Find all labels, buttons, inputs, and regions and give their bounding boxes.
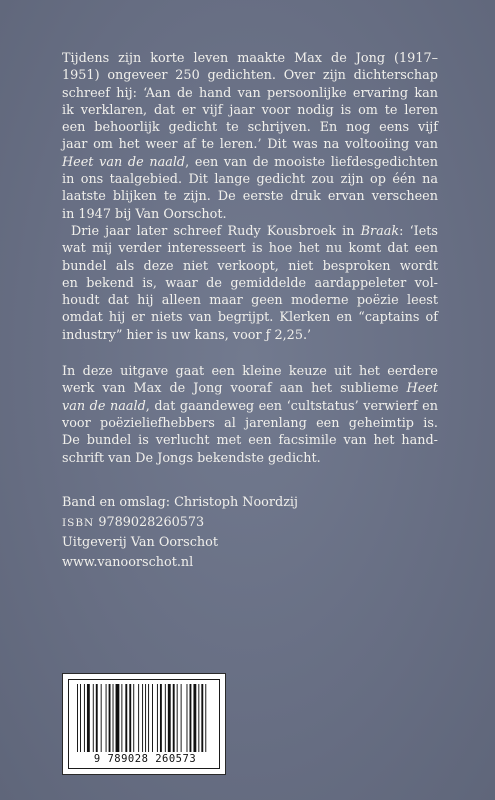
text-line: laatste blijken te zijn. De eerste druk ervan verscheen <box>62 189 438 205</box>
text-line: bundel als deze niet verkoopt, niet besproken wordt <box>62 258 438 274</box>
barcode-bar <box>187 684 188 752</box>
barcode-bar <box>106 684 107 752</box>
barcode-number: 9 789028 260573 <box>93 753 197 765</box>
barcode-bar <box>173 684 175 752</box>
barcode-bar <box>205 684 206 752</box>
book-title: Heet van de naald <box>62 154 186 170</box>
paragraph-intro <box>62 50 438 223</box>
text-line: wat mij verder interesseert is hoe het nu komt dat een <box>62 241 438 257</box>
barcode-bar <box>142 684 143 752</box>
barcode-bar <box>138 684 139 752</box>
book-title: Heet <box>406 381 438 397</box>
credits <box>62 493 438 573</box>
text-line: een behoorlijk gedicht te schrijven. En nog eens vijf <box>62 120 438 136</box>
barcode-bar <box>125 684 127 752</box>
barcode-bar <box>190 684 192 752</box>
text-line: De bundel is verlucht met een facsimile van het hand- <box>62 433 438 449</box>
text-fragment: werk van Max de Jong vooraf aan het sublieme <box>62 381 407 397</box>
isbn-value: 9789028260573 <box>98 514 205 530</box>
book-title: van de naald <box>62 398 146 414</box>
barcode-bar <box>93 684 94 752</box>
text-fragment: : ‘Iets <box>399 223 438 239</box>
barcode-bar <box>201 684 203 752</box>
barcode-bar <box>109 684 111 752</box>
barcode-bar <box>152 684 153 752</box>
barcode-bar <box>165 684 166 752</box>
text-line: omdat hij er niets van begrijpt. Klerken en “captains of <box>62 310 438 326</box>
barcode-bar <box>87 684 90 752</box>
text-line <box>62 380 438 397</box>
barcode-bar <box>121 684 122 752</box>
text-line <box>62 398 438 415</box>
publisher: Uitgeverij Van Oorschot <box>62 534 218 550</box>
text-line: voor poëzieliefhebbers al jarenlang een geheimtip is. <box>62 415 438 431</box>
text-fragment: Drie jaar later schreef Rudy Kousbroek in <box>71 223 361 239</box>
barcode-bar <box>116 684 120 752</box>
text-line: houdt dat hij alleen maar geen moderne poëzie leest <box>62 293 438 309</box>
barcode-frame <box>68 679 220 769</box>
barcode-bar <box>113 684 114 752</box>
barcode-bar <box>160 684 162 752</box>
text-line: schreef hij: ‘Aan de hand van persoonlijke ervaring kan <box>62 85 438 101</box>
barcode-bar <box>77 684 78 752</box>
barcode-bar <box>96 684 98 752</box>
paragraph-edition <box>62 363 438 467</box>
text-line <box>62 154 438 171</box>
website: www.vanoorschot.nl <box>62 554 194 570</box>
magazine-title: Braak <box>360 223 400 239</box>
text-line: industry” hier is uw kans, voor ƒ 2,25.’ <box>62 327 312 343</box>
barcode-bar <box>177 684 178 752</box>
paragraph-quote <box>62 223 438 344</box>
barcode-bar <box>84 684 85 752</box>
barcode-bar <box>148 684 149 752</box>
text-fragment: , een van de mooiste liefdesgedichten <box>185 154 438 170</box>
barcode-bar <box>80 684 81 752</box>
barcode-bar <box>129 684 131 752</box>
barcode-bar <box>193 684 196 752</box>
text-line: in ons taalgebied. Dit lange gedicht zou zijn op één na <box>62 172 438 188</box>
barcode-bar <box>181 684 182 752</box>
barcode-bar <box>133 684 134 752</box>
text-line: In deze uitgave gaat een kleine keuze uit het eerdere <box>62 364 438 380</box>
barcode-bar <box>168 684 171 752</box>
barcode-bar <box>157 684 158 752</box>
back-cover-text <box>62 50 438 573</box>
barcode-label <box>62 673 226 775</box>
text-line: schrift van De Jongs bekendste gedicht. <box>62 450 321 466</box>
text-fragment: , dat gaandeweg een ‘cultstatus’ verwierf en <box>145 398 439 414</box>
isbn-label: ISBN <box>62 516 95 529</box>
barcode-bar <box>101 684 102 752</box>
text-line <box>62 223 438 240</box>
isbn <box>62 513 438 533</box>
text-line: jaar om het weer af te leren.’ Dit was na voltooiing van <box>62 137 438 153</box>
text-line: 1951) ongeveer 250 gedichten. Over zijn dichterschap <box>62 68 438 84</box>
design-credit: Band en omslag: Christoph Noordzij <box>62 494 298 510</box>
barcode-bar <box>145 684 146 752</box>
text-line: Tijdens zijn korte leven maakte Max de Jong (1917– <box>62 51 438 66</box>
text-line: en bekend is, waar de gemiddelde aardappeleter vol- <box>62 275 438 291</box>
barcode-bar <box>198 684 199 752</box>
text-line: ik verklaren, dat er vijf jaar voor nodig is om te leren <box>62 102 438 118</box>
text-line: in 1947 bij Van Oorschot. <box>62 206 227 222</box>
barcode-bars <box>75 684 213 752</box>
